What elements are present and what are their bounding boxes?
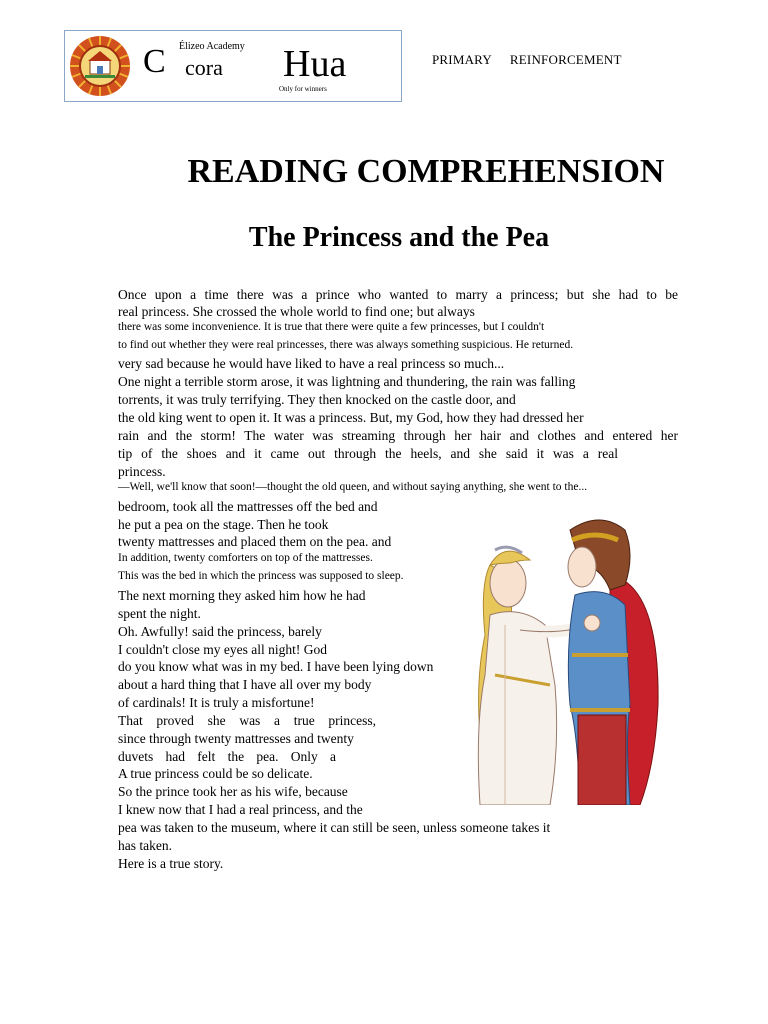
story-line: Here is a true story. [118, 856, 224, 871]
category-label: REINFORCEMENT [509, 52, 622, 67]
story-line: rain and the storm! The water was streaming through her hair and clothes and entered her [118, 428, 678, 443]
story-line: In addition, twenty comforters on top of the mattresses. [118, 552, 373, 564]
story-line: A true princess could be so delicate. [118, 766, 313, 781]
story-line: there was some inconvenience. It is true that there were quite a few princesses, but I couldn't [118, 321, 545, 333]
story-line: I knew now that I had a real princess, and the [118, 802, 363, 817]
story-line: bedroom, took all the mattresses off the bed and [118, 499, 378, 514]
prince-and-princess-illustration [460, 505, 660, 805]
worksheet-labels [432, 52, 622, 68]
story-title: The Princess and the Pea [248, 222, 550, 253]
story-line: —Well, we'll know that soon!—thought the old queen, and without saying anything, she went to the... [118, 481, 588, 493]
story-line: very sad because he would have liked to have a real princess so much... [118, 356, 505, 371]
academy-emblem-icon [69, 35, 131, 97]
story-line: the old king went to open it. It was a princess. But, my God, how they had dressed her [118, 410, 584, 425]
brand-word-cora: cora [185, 55, 223, 80]
story-line: Once upon a time there was a prince who wanted to marry a princess; but she had to be [118, 287, 678, 302]
brand-word-hua: Hua [283, 43, 347, 85]
story-line: One night a terrible storm arose, it was lightning and thundering, the rain was falling [118, 374, 576, 389]
brand-initial: C [143, 43, 166, 80]
story-line: princess. [118, 464, 166, 479]
story-line: twenty mattresses and placed them on the pea. and [118, 534, 392, 549]
story-line: of cardinals! It is truly a misfortune! [118, 695, 315, 710]
brand-tagline: Only for winners [279, 85, 327, 93]
story-line: to find out whether they were real princesses, there was always something suspicious. He returned. [118, 339, 574, 351]
story-line: The next morning they asked him how he had [118, 588, 366, 603]
story-line: he put a pea on the stage. Then he took [118, 517, 329, 532]
page-title: READING COMPREHENSION [187, 153, 665, 190]
story-line: That proved she was a true princess, [118, 713, 376, 728]
story-line: do you know what was in my bed. I have been lying down [118, 659, 434, 674]
story-line: spent the night. [118, 606, 201, 621]
story-line: I couldn't close my eyes all night! God [118, 642, 328, 657]
story-line: real princess. She crossed the whole world to find one; but always [118, 304, 475, 319]
level-label: PRIMARY [432, 52, 492, 67]
academy-name: Élizeo Academy [179, 41, 245, 52]
story-line: duvets had felt the pea. Only a [118, 749, 336, 764]
story-line: This was the bed in which the princess was supposed to sleep. [118, 570, 404, 582]
story-line: So the prince took her as his wife, because [118, 784, 348, 799]
story-line: Oh. Awfully! said the princess, barely [118, 624, 322, 639]
story-line: has taken. [118, 838, 172, 853]
story-line: about a hard thing that I have all over my body [118, 677, 372, 692]
story-line: since through twenty mattresses and twenty [118, 731, 354, 746]
story-line: tip of the shoes and it came out through the heels, and she said it was a real [118, 446, 618, 461]
story-line: pea was taken to the museum, where it can still be seen, unless someone takes it [118, 820, 551, 835]
story-line: torrents, it was truly terrifying. They then knocked on the castle door, and [118, 392, 516, 407]
academy-logo-box [64, 30, 402, 102]
